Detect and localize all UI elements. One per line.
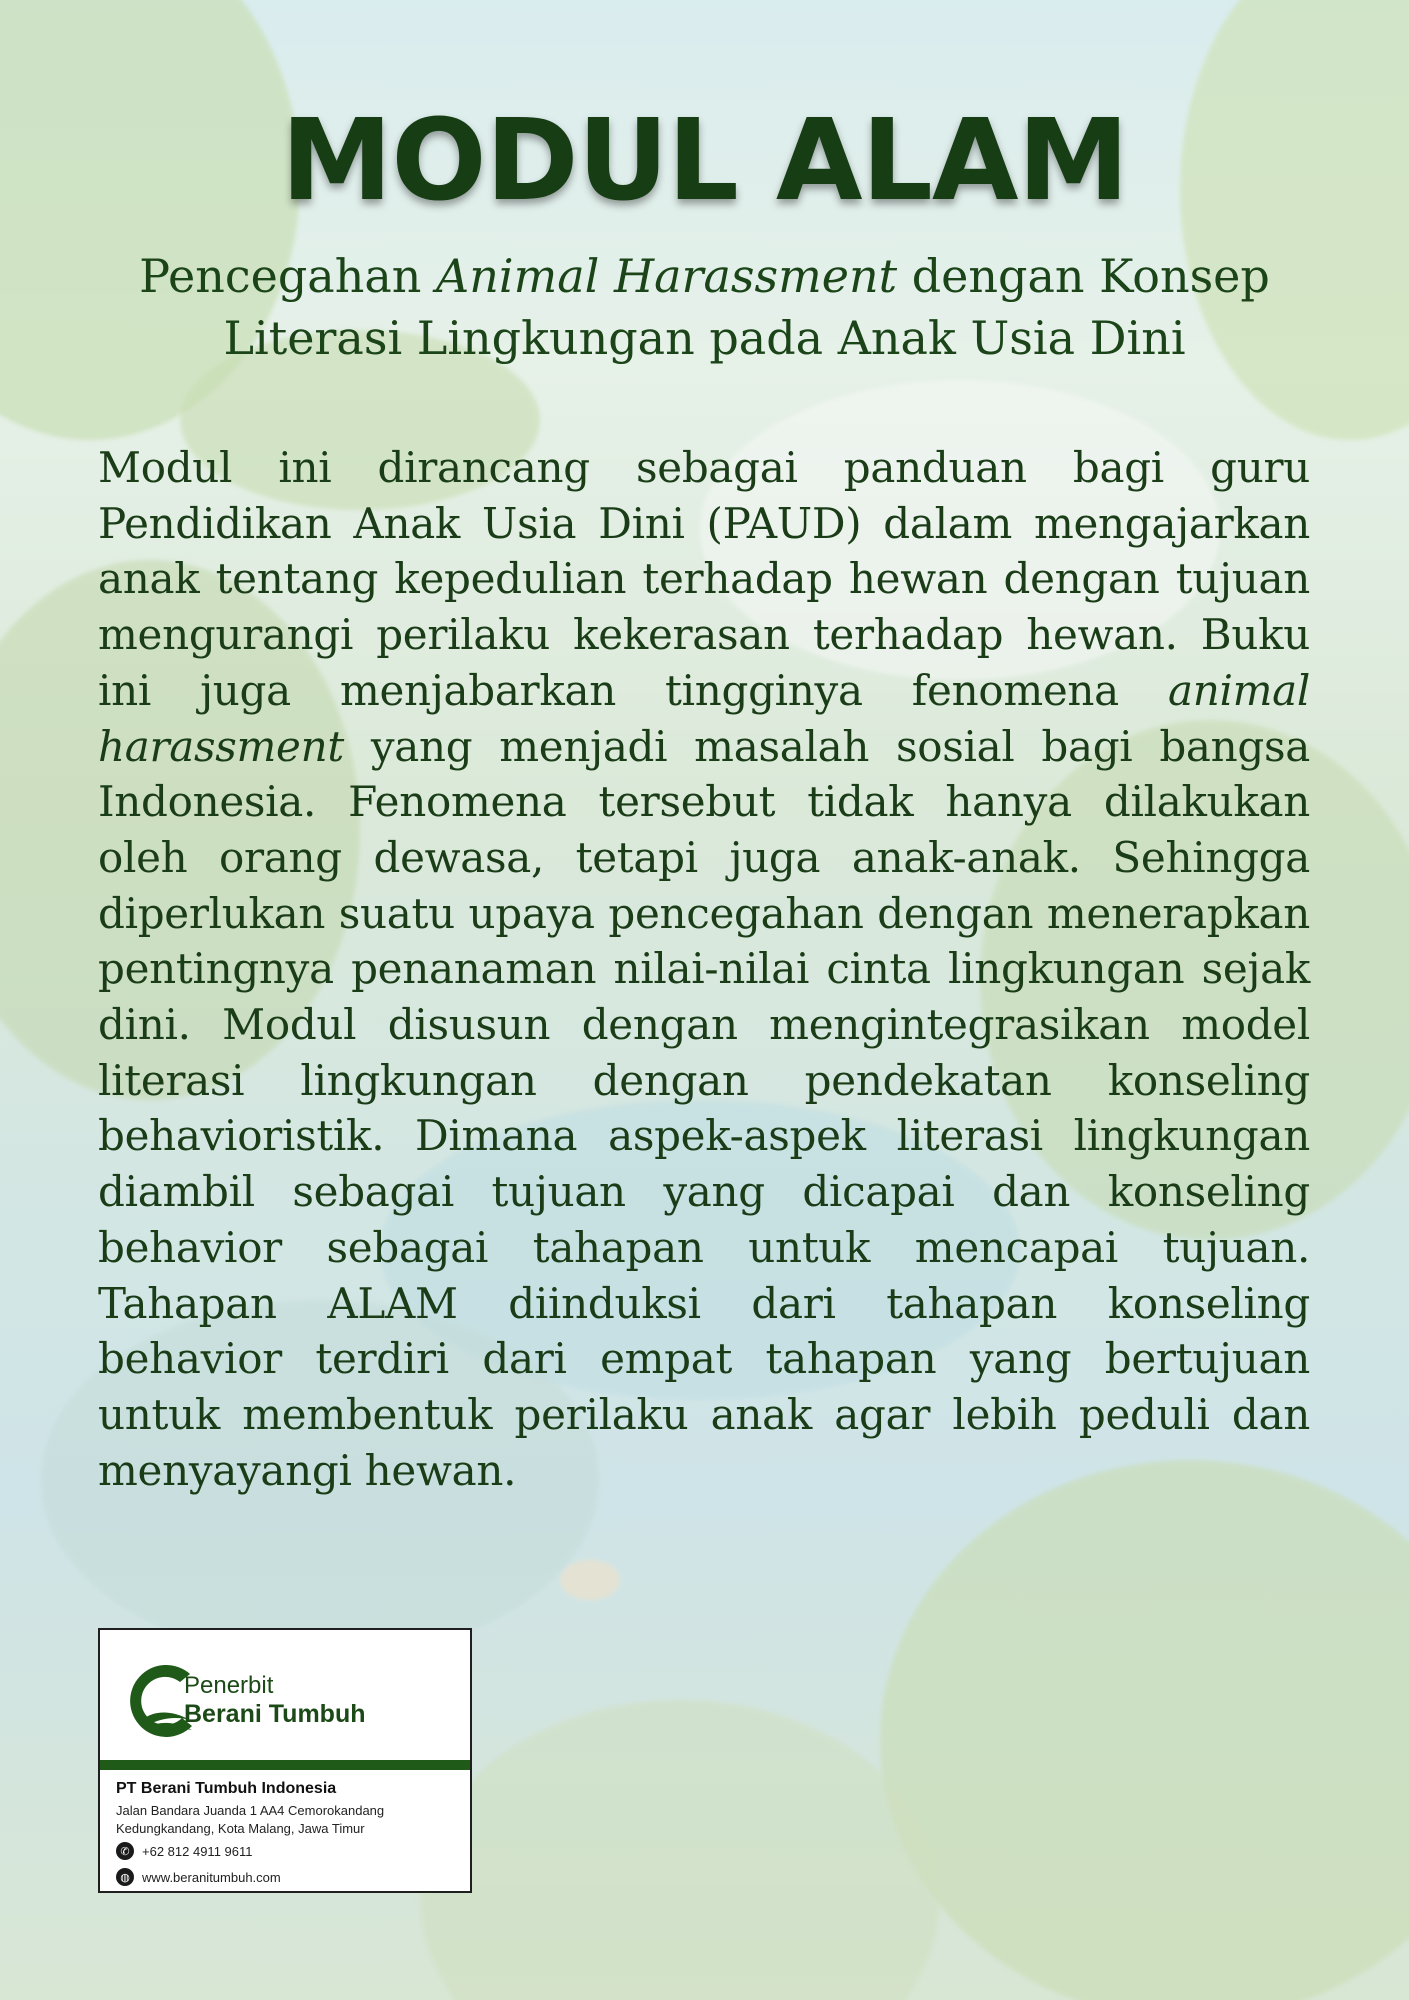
publisher-phone: +62 812 4911 9611 [142, 1843, 253, 1859]
cover-title: MODUL ALAM [280, 96, 1129, 226]
address-line-2: Kedungkandang, Kota Malang, Jawa Timur [116, 1821, 365, 1836]
publisher-web-row [116, 1868, 281, 1886]
subtitle-text-2: dengan Konsep Literasi Lingkungan pada Anak Usia Dini [223, 249, 1270, 365]
publisher-box [98, 1628, 472, 1893]
publisher-name: PT Berani Tumbuh Indonesia [116, 1780, 337, 1797]
logo-text-brand: Berani Tumbuh [184, 1700, 366, 1728]
whatsapp-icon: ✆ [116, 1842, 134, 1860]
address-line-1: Jalan Bandara Juanda 1 AA4 Cemorokandang [116, 1803, 385, 1818]
synopsis-text-2: yang menjadi masalah sosial bagi bangsa Indonesia. Fenomena tersebut tidak hanya dilakukan oleh orang dewasa, tetapi juga anak-anak. Sehingga diperlukan suatu upaya pencegahan dengan menerapkan pentingnya penanaman nilai-nilai cinta lingkungan sejak dini. Modul disusun dengan mengintegrasikan model literasi lingkungan dengan pendekatan konseling behavioristik. Dimana aspek-aspek literasi lingkungan diambil sebagai tujuan yang dicapai dan konseling behavior sebagai tahapan untuk mencapai tujuan. Tahapan ALAM diinduksi dari tahapan konseling behavior terdiri dari empat tahapan yang bertujuan untuk membentuk perilaku anak agar lebih peduli dan menyayangi hewan. [98, 721, 1310, 1495]
globe-icon: ◍ [116, 1868, 134, 1886]
publisher-divider [100, 1760, 470, 1770]
logo-text-penerbit: Penerbit [184, 1672, 274, 1699]
cover-subtitle [80, 245, 1329, 369]
synopsis-text: Modul ini dirancang sebagai panduan bagi guru Pendidikan Anak Usia Dini (PAUD) dalam mengajarkan anak tentang kepedulian terhadap hewan dengan tujuan mengurangi perilaku kekerasan terhadap hewan. Buku ini juga menjabarkan tingginya fenomena [98, 443, 1310, 715]
synopsis-italic: animal harassment [98, 665, 1310, 771]
subtitle-text: Pencegahan [139, 249, 437, 303]
publisher-website[interactable]: www.beranitumbuh.com [142, 1869, 281, 1885]
publisher-phone-row [116, 1842, 253, 1860]
synopsis-paragraph [98, 440, 1310, 1498]
subtitle-italic: Animal Harassment [436, 249, 898, 303]
publisher-logo [120, 1660, 450, 1750]
publisher-address [116, 1802, 384, 1838]
